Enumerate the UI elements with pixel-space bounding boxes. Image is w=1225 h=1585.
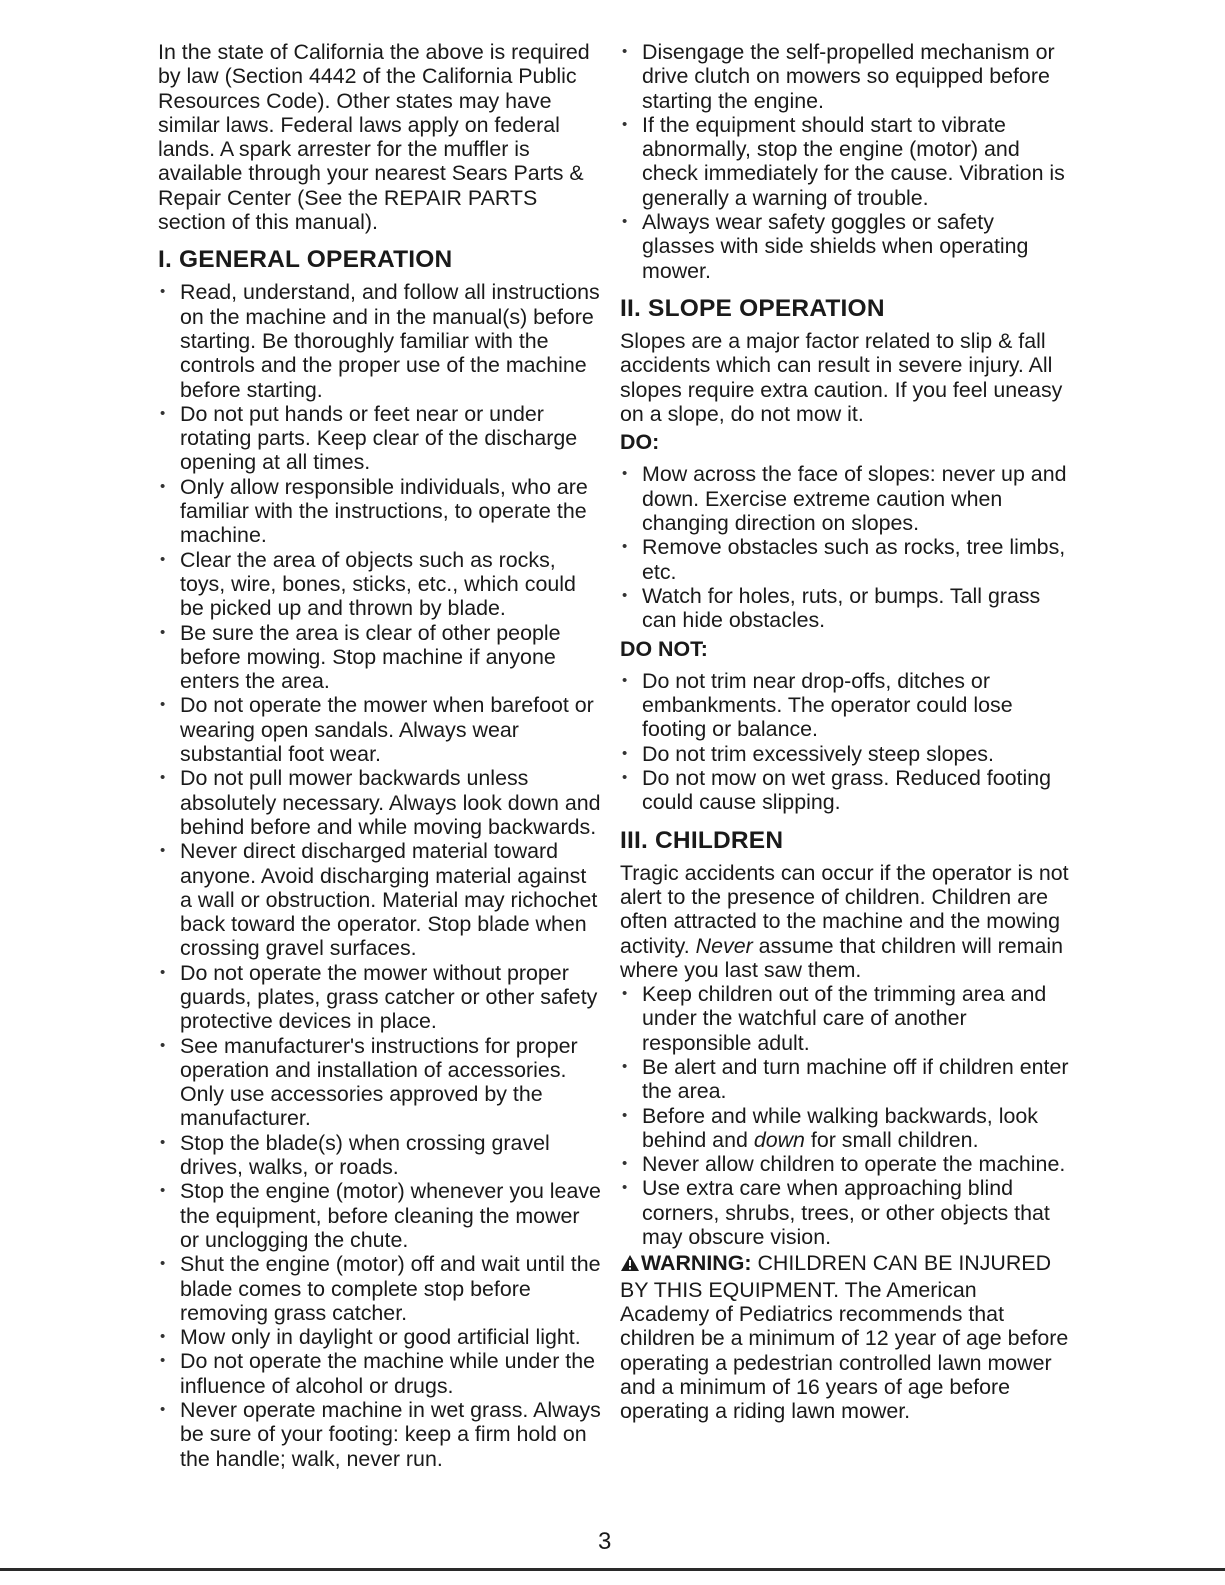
do-not-heading: DO NOT: [620,636,708,661]
children-heading: III. CHILDREN [620,826,784,854]
bottom-rule [0,1568,1225,1571]
list-item: • Do not trim excessively steep slopes. [620,742,1070,766]
page-number: 3 [598,1528,612,1555]
list-item: • Do not put hands or feet near or under rotating parts. Keep clear of the discharge opening at all times. [158,402,603,475]
list-item: • Never operate machine in wet grass. Always be sure of your footing: keep a firm hold on the handle; walk, never run. [158,1398,603,1471]
list-item: • Before and while walking backwards, look behind and down for small children. [620,1104,1070,1153]
do-heading: DO: [620,430,660,455]
general-operation-list [158,280,603,1471]
list-item: • Disengage the self-propelled mechanism or drive clutch on mowers so equipped before starting the engine. [620,40,1070,113]
list-item: • Never direct discharged material toward anyone. Avoid discharging material against a wall or obstruction. Material may richochet back toward the operator. Stop blade when crossing gravel surfaces. [158,839,603,960]
slope-operation-heading: II. SLOPE OPERATION [620,294,885,322]
list-item: • Do not mow on wet grass. Reduced footing could cause slipping. [620,766,1070,815]
list-item: • Do not trim near drop-offs, ditches or embankments. The operator could lose footing or balance. [620,669,1070,742]
general-operation-continued-list [620,40,1070,283]
never-emphasis: Never [695,933,753,958]
warning-label: WARNING: [641,1251,752,1276]
slope-intro-paragraph: Slopes are a major factor related to slip & fall accidents which can result in severe injury. All slopes require extra caution. If you feel uneasy on a slope, do not mow it. [620,328,1063,426]
list-item: • Watch for holes, ruts, or bumps. Tall grass can hide obstacles. [620,584,1070,633]
list-item: • Do not pull mower backwards unless absolutely necessary. Always look down and behind before and while moving backwards. [158,766,603,839]
list-item: • Keep children out of the trimming area and under the watchful care of another responsible adult. [620,982,1070,1055]
list-item: • Do not operate the machine while under the influence of alcohol or drugs. [158,1349,603,1398]
warning-text: CHILDREN CAN BE INJURED BY THIS EQUIPMENT. The American Academy of Pediatrics recommends that children be a minimum of 12 year of age before operating a pedestrian controlled lawn mower and a minimum of 16 years of age before operating a riding lawn mower. [620,1251,1069,1424]
california-intro-paragraph: In the state of California the above is required by law (Section 4442 of the California Public Resources Code). Other states may have similar laws. Federal laws apply on federal lands. A spark arrester for the muffler is available through your nearest Sears Parts & Repair Center (See the REPAIR PARTS section of this manual). [158,40,590,235]
list-item: • Do not operate the mower without proper guards, plates, grass catcher or other safety protective devices in place. [158,961,603,1034]
list-item: • Shut the engine (motor) off and wait until the blade comes to complete stop before removing grass catcher. [158,1252,603,1325]
left-column [158,40,603,1471]
list-item: • Stop the engine (motor) whenever you leave the equipment, before cleaning the mower or unclogging the chute. [158,1179,603,1252]
warning-paragraph [620,1251,1070,1423]
list-item: • Never allow children to operate the machine. [620,1152,1070,1176]
list-item: • Mow across the face of slopes: never up and down. Exercise extreme caution when changing direction on slopes. [620,462,1070,535]
right-column [620,40,1070,1423]
do-not-list [620,669,1070,815]
list-item: • Always wear safety goggles or safety glasses with side shields when operating mower. [620,210,1070,283]
children-intro-paragraph: Tragic accidents can occur if the operator is not alert to the presence of children. Children are often attracted to the machine and the mowing activity. Never assume that children will remain where you last saw them. [620,860,1069,982]
down-emphasis: down [753,1127,805,1152]
do-list [620,462,1070,632]
list-item: • Mow only in daylight or good artificial light. [158,1325,603,1349]
warning-triangle-icon [620,1253,640,1277]
list-item: • If the equipment should start to vibrate abnormally, stop the engine (motor) and check immediately for the cause. Vibration is generally a warning of trouble. [620,113,1070,210]
list-item: • Do not operate the mower when barefoot or wearing open sandals. Always wear substantial foot wear. [158,693,603,766]
list-item: • Be sure the area is clear of other people before mowing. Stop machine if anyone enters the area. [158,621,603,694]
general-operation-heading: I. GENERAL OPERATION [158,246,453,274]
list-item: • Read, understand, and follow all instructions on the machine and in the manual(s) before starting. Be thoroughly familiar with the controls and the proper use of the machine before starting. [158,280,603,401]
children-list [620,982,1070,1249]
list-item: • Use extra care when approaching blind corners, shrubs, trees, or other objects that may obscure vision. [620,1176,1070,1249]
list-item: • Be alert and turn machine off if children enter the area. [620,1055,1070,1104]
list-item: • Clear the area of objects such as rocks, toys, wire, bones, sticks, etc., which could be picked up and thrown by blade. [158,548,603,621]
list-item: • Remove obstacles such as rocks, tree limbs, etc. [620,535,1070,584]
list-item: • Stop the blade(s) when crossing gravel drives, walks, or roads. [158,1131,603,1180]
list-item: • See manufacturer's instructions for proper operation and installation of accessories. Only use accessories approved by the manufacturer. [158,1034,603,1131]
list-item: • Only allow responsible individuals, who are familiar with the instructions, to operate the machine. [158,475,603,548]
